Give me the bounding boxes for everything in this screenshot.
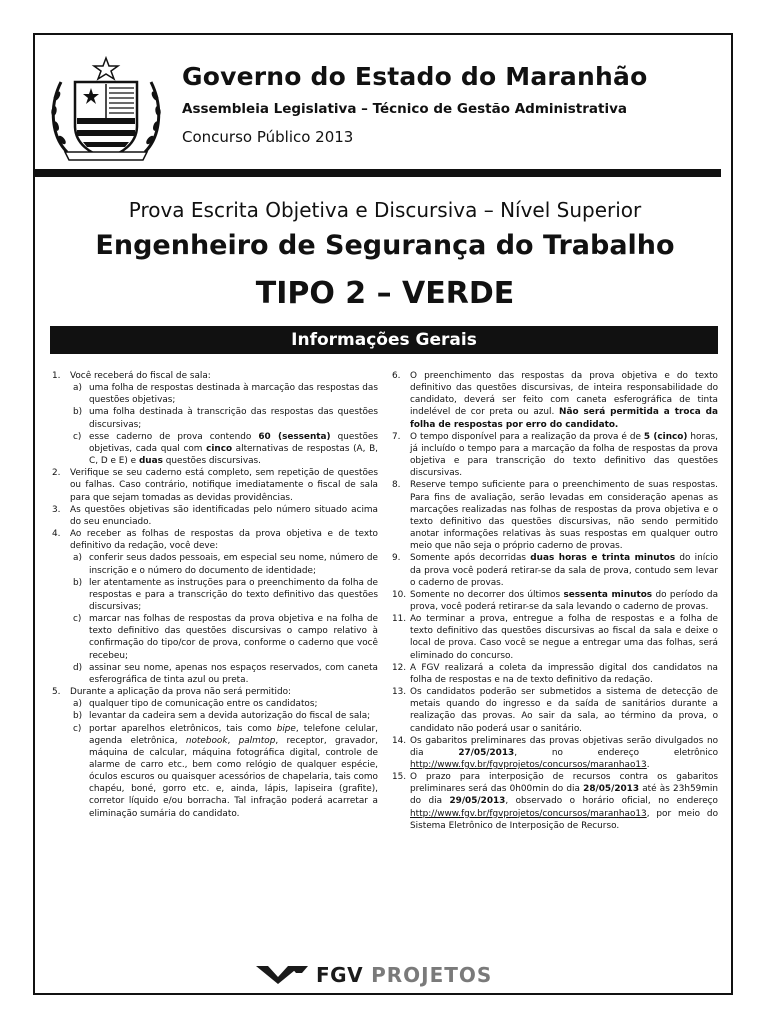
instruction-text-run: ler atentamente as instruções para o preenchimento da folha de respostas e para a transcrição do texto definitivo das questões discursivas; [89,577,378,612]
instruction-number: 9. [392,553,401,564]
instruction-text-run: , receptor, gravador, máquina de calcular, máquina fotográfica digital, controle de alarme de carro etc., bem como relógio de qualquer espécie, óculos escuros ou quaisquer acessórios de chapelaria, tais como chapéu, boné, gorro etc. e, ainda, lápis, lapiseira (grafite), corretor líquido e/ou borracha. Tal infração poderá acarretar a eliminação sumária do candidato. [89,735,378,819]
instruction-text-run: duas horas e trinta minutos [530,553,676,564]
instruction-text-run: Reserve tempo suficiente para o preenchimento de suas respostas. Para fins de avaliação, serão levadas em consideração apenas as marcações realizadas nas folhas de respostas da prova objetiva e o texto definitivo das questões discursivas, não sendo permitido anotar informações relativas às suas respostas em qualquer outro meio que não seja o próprio caderno de provas. [410,480,718,552]
instruction-number: 10. [392,589,407,600]
instruction-text-run: O preenchimento das respostas da prova objetiva e do texto definitivo das questões discursivas, de inteira responsabilidade do candidato, deverá ser feito com caneta esferográfica de tinta indelével de cor preta ou azul. [410,371,718,418]
instruction-text: Durante a aplicação da prova não será permitido: [70,687,292,698]
footer-logo [256,960,492,990]
header-title: Governo do Estado do Maranhão [182,62,648,91]
instruction-item [52,686,378,820]
instruction-sublist [70,382,378,467]
instruction-text-run: esse caderno de prova contendo [89,431,259,442]
instruction-text-run: O prazo para interposição de recursos contra os gabaritos preliminares será das 0h00min do dia [410,772,718,795]
instruction-text-run: Verifique se seu caderno está completo, sem repetição de questões ou falhas. Caso contrário, notifique imediatamente o fiscal de sala para que sejam tomadas as devidas providências. [70,468,378,503]
instruction-text-run: , [227,735,239,746]
instruction-subitem-letter: d) [73,662,83,673]
instruction-item [392,370,718,431]
instruction-item [392,686,718,735]
instruction-number: 8. [392,480,401,491]
instruction-subitem [70,662,378,686]
instruction-number: 2. [52,468,61,479]
instruction-text-run: do período da prova, você poderá retirar-se da sala levando o caderno de provas. [410,589,719,612]
instruction-text-run: A FGV realizará a coleta da impressão digital dos candidatos na folha de respostas e na de texto definitivo da redação. [410,662,718,685]
instruction-subitem-letter: a) [73,699,82,710]
footer-brand-fgv: FGV [316,963,364,987]
instruction-text-run: 5 (cinco) [643,431,688,442]
instruction-text-run: , observado o horário oficial, no endereço [505,796,718,807]
instruction-text-run: . [646,760,650,770]
instruction-text: Ao receber as folhas de respostas da prova objetiva e de texto definitivo da redação, você deve: [70,529,378,552]
instruction-text-run: 29/05/2013 [449,796,506,807]
header-subtitle: Assembleia Legislativa – Técnico de Gestão Administrativa [182,101,627,117]
fgv-chevron-logo-icon [256,966,308,984]
instruction-item [392,552,718,588]
instruction-subitem-letter: b) [73,577,83,588]
instruction-subitem-letter: c) [73,431,82,442]
instruction-number: 1. [52,371,61,381]
instruction-subitem [70,431,378,467]
instruction-text-run: uma folha destinada à transcrição das respostas das questões discursivas; [89,407,378,430]
header-divider [35,169,721,177]
instruction-item [52,370,378,467]
instruction-text-run: conferir seus dados pessoais, em especial seu nome, número de inscrição e o número do documento de identidade; [89,553,378,576]
section-title: Informações Gerais [291,330,477,350]
instruction-subitem-letter: c) [73,723,82,734]
instruction-text-run: , telefone celular, agenda eletrônica, [89,723,378,746]
instruction-number: 4. [52,529,61,540]
instruction-text-run: As questões objetivas são identificadas pelo número situado acima do seu enunciado. [70,504,378,527]
instruction-number: 11. [392,614,407,625]
instruction-item [52,467,378,503]
instruction-text-run: levantar da cadeira sem a devida autorização do fiscal de sala; [89,711,371,722]
instruction-subitem-letter: b) [73,711,83,722]
instruction-subitem-letter: c) [73,614,82,625]
instruction-text-run: Não será permitida a troca da folha de respostas por erro do candidato. [410,407,719,430]
instruction-item [392,771,718,832]
instruction-link[interactable]: http://www.fgv.br/fgvprojetos/concursos/maranhao13 [410,808,647,819]
exam-booklet-type: TIPO 2 – VERDE [255,276,515,311]
instruction-text-run: sessenta minutos [563,589,653,600]
instruction-sublist [70,698,378,820]
instruction-text-run: Ao terminar a prova, entregue a folha de respostas e a folha de texto definitivo das questões discursivas ao fiscal da sala e deixe o local de prova. Caso você se negue a entregar uma das folhas, será eliminado do concurso. [410,614,718,661]
instruction-number: 15. [392,772,407,783]
instruction-text-run: 28/05/2013 [583,784,640,795]
header-contest-year: Concurso Público 2013 [182,128,354,146]
instruction-item [392,431,718,480]
instruction-item [392,479,718,552]
instruction-item [392,613,718,662]
instruction-subitem-letter: a) [73,383,82,394]
instruction-text-run: 60 (sessenta) [258,431,331,442]
instruction-text-run: do início da prova você poderá retirar-se da sala de prova, contudo sem levar o caderno de provas. [410,553,718,588]
instruction-subitem [70,406,378,430]
instruction-item [392,589,718,613]
instruction-number: 14. [392,735,407,746]
instruction-text-run: Somente no decorrer dos últimos [410,589,564,600]
instruction-number: 12. [392,662,407,673]
instruction-text-run: qualquer tipo de comunicação entre os candidatos; [89,699,318,710]
instruction-text-run: , no endereço eletrônico [514,747,719,758]
instruction-item [52,504,378,528]
instruction-number: 6. [392,371,401,381]
instruction-text-run: Os gabaritos preliminares das provas objetivas serão divulgados no dia [410,735,718,758]
instructions-left-column [52,370,378,820]
instruction-text-run: bipe [276,723,296,734]
instruction-text-run: até às 23h59min do dia [410,784,719,807]
instruction-text-run: Somente após decorridas [410,553,531,564]
instruction-text-run: duas [138,456,163,467]
instruction-text-run: assinar seu nome, apenas nos espaços reservados, com caneta esferográfica de tinta azul ou preta. [89,662,378,685]
instruction-link[interactable]: http://www.fgv.br/fgvprojetos/concursos/maranhao13 [410,760,647,770]
state-coat-of-arms-icon [47,56,165,164]
instruction-text: Você receberá do fiscal de sala: [70,371,211,381]
instruction-text-run: marcar nas folhas de respostas da prova objetiva e na folha de texto definitivo das questões discursivas o campo relativo à confirmação do tipo/cor de prova, conforme o caderno que você recebeu; [89,614,378,661]
footer-brand-projetos: PROJETOS [371,963,493,987]
instruction-text-run: questões objetivas, cada qual com [89,431,378,454]
instruction-subitem [70,577,378,613]
instruction-text-run: alternativas de respostas (A, B, C, D e E) e [89,443,378,467]
instructions-right-column [392,370,718,832]
instruction-item [392,662,718,686]
instruction-subitem-letter: a) [73,553,82,564]
instruction-subitem [70,382,378,406]
instruction-text-run: portar aparelhos eletrônicos, tais como [89,723,277,734]
instruction-number: 7. [392,431,401,442]
instruction-text-run: Os candidatos poderão ser submetidos a sistema de detecção de metais quando do ingresso e da saída de sanitários durante a realização das provas. Ao sair da sala, ao término da prova, o candidato não poderá usar o sanitário. [410,687,718,734]
instruction-text-run: questões discursivas. [162,456,261,467]
instruction-subitem-letter: b) [73,407,83,418]
instruction-number: 13. [392,687,407,698]
instruction-number: 5. [52,687,61,698]
exam-type: Prova Escrita Objetiva e Discursiva – Nível Superior [128,198,642,222]
instruction-sublist [70,552,378,686]
instruction-text-run: uma folha de respostas destinada à marcação das respostas das questões objetivas; [89,383,378,406]
instruction-text-run: O tempo disponível para a realização da prova é de [410,431,644,442]
instruction-subitem [70,698,378,710]
instructions-list-left [52,370,378,820]
instructions-list-right [392,370,718,832]
instruction-text-run: notebook [185,735,228,746]
instruction-subitem [70,723,378,820]
instruction-item [52,528,378,686]
instruction-subitem [70,552,378,576]
instruction-text-run: , por meio do Sistema Eletrônico de Interposição de Recurso. [410,808,718,831]
instruction-subitem [70,710,378,722]
instruction-subitem [70,613,378,662]
instruction-text-run: horas, já incluído o tempo para a marcação da folha de respostas da prova objetiva e para transcrição do texto definitivo das questões discursivas. [410,431,718,479]
section-title-bar [50,326,718,354]
instruction-number: 3. [52,504,61,515]
instruction-text-run: 27/05/2013 [458,747,515,758]
instruction-text-run: cinco [206,443,233,454]
instruction-item [392,735,718,771]
instruction-text-run: palmtop [238,735,276,746]
exam-position: Engenheiro de Segurança do Trabalho [95,230,675,261]
